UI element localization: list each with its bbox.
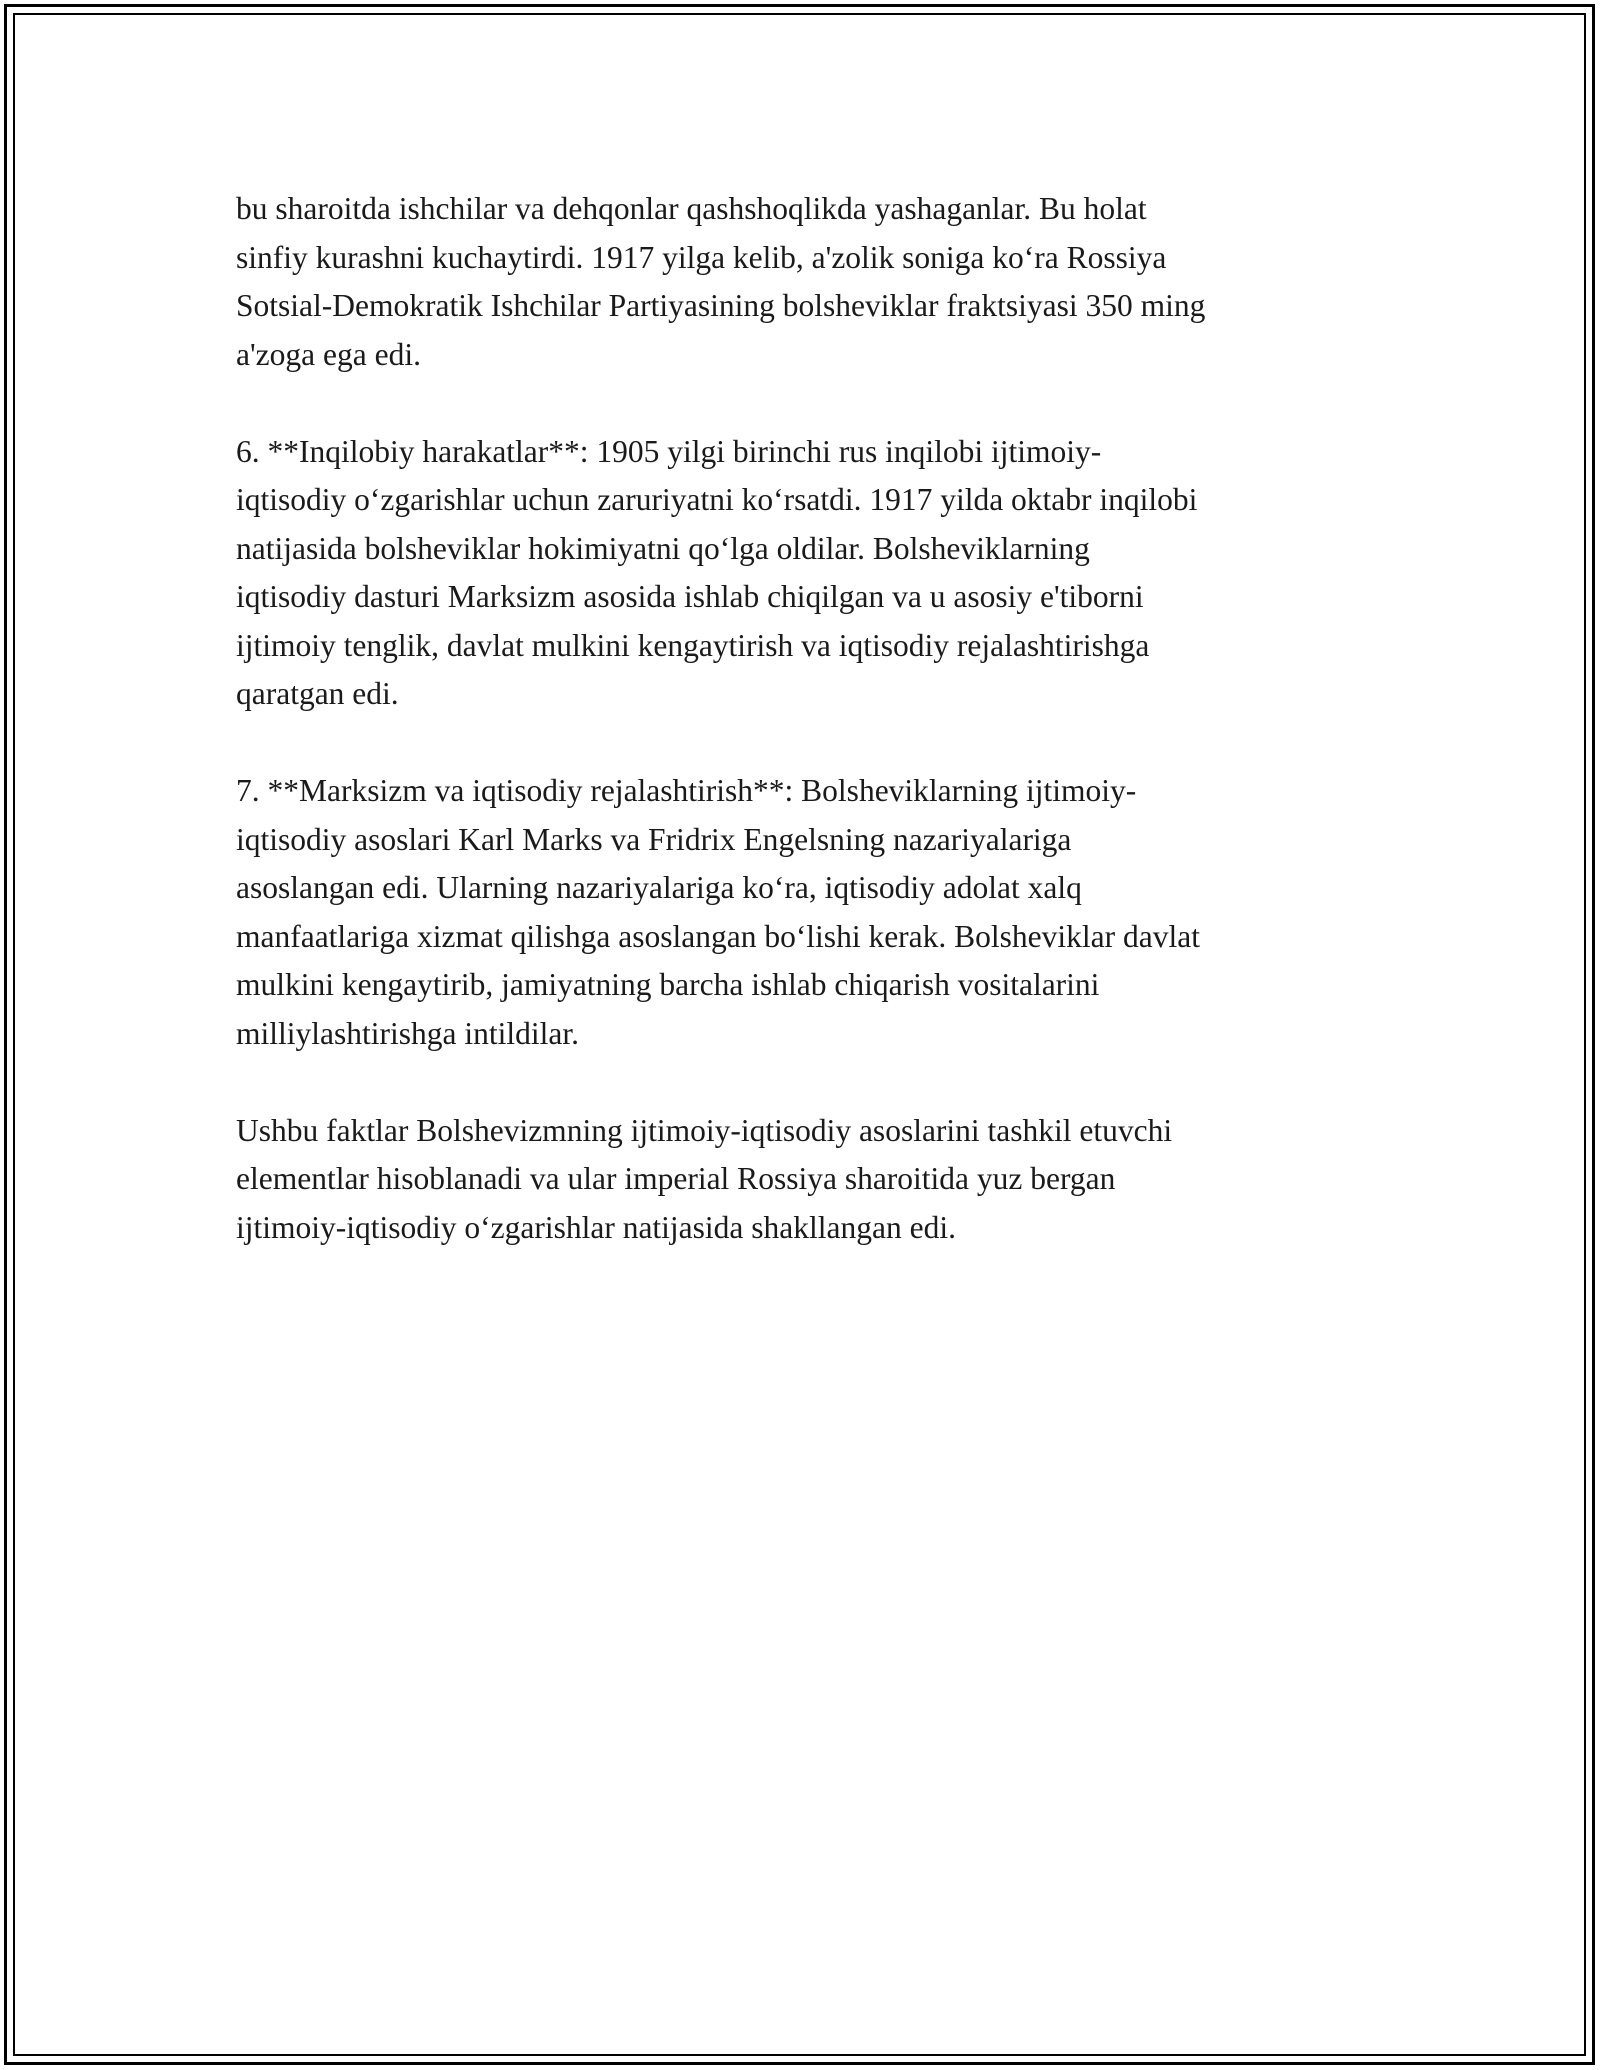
- paragraph-conclusion: Ushbu faktlar Bolshevizmning ijtimoiy-iqtisodiy asoslarini tashkil etuvchi elementlar hisoblanadi va ular imperial Rossiya sharoitida yuz bergan ijtimoiy-iqtisodiy o‘zgarishlar natijasida shakllangan edi.: [236, 1112, 1173, 1245]
- paragraph-intro-continuation: bu sharoitda ishchilar va dehqonlar qashshoqlikda yashaganlar. Bu holat sinfiy kurashni kuchaytirdi. 1917 yilga kelib, a'zolik soniga ko‘ra Rossiya Sotsial-Demokratik Ishchilar Partiyasining bolsheviklar fraktsiyasi 350 ming a'zoga ega edi.: [236, 191, 1206, 372]
- paragraph-revolutionary-movements: 6. **Inqilobiy harakatlar**: 1905 yilgi birinchi rus inqilobi ijtimoiy- iqtisodiy o‘zgarishlar uchun zaruriyatni ko‘rsatdi. 1917 yilda oktabr inqilobi natijasida bolsheviklar hokimiyatni qo‘lga oldilar. Bolsheviklarning iqtisodiy dasturi Marksizm asosida ishlab chiqilgan va u asosiy e'tiborni ijtimoiy tenglik, davlat mulkini kengaytirish va iqtisodiy rejalashtirishga qaratgan edi.: [236, 433, 1198, 711]
- paragraph-marxism-planning: 7. **Marksizm va iqtisodiy rejalashtirish**: Bolsheviklarning ijtimoiy- iqtisodiy asoslari Karl Marks va Fridrix Engelsning nazariyalariga asoslangan edi. Ularning nazariyalariga ko‘ra, iqtisodiy adolat xalq manfaatlariga xizmat qilishga asoslangan bo‘lishi kerak. Bolsheviklar davlat mulkini kengaytirib, jamiyatning barcha ishlab chiqarish vositalarini milliylashtirishga intildilar.: [236, 773, 1200, 1051]
- document-body: [236, 185, 1396, 1301]
